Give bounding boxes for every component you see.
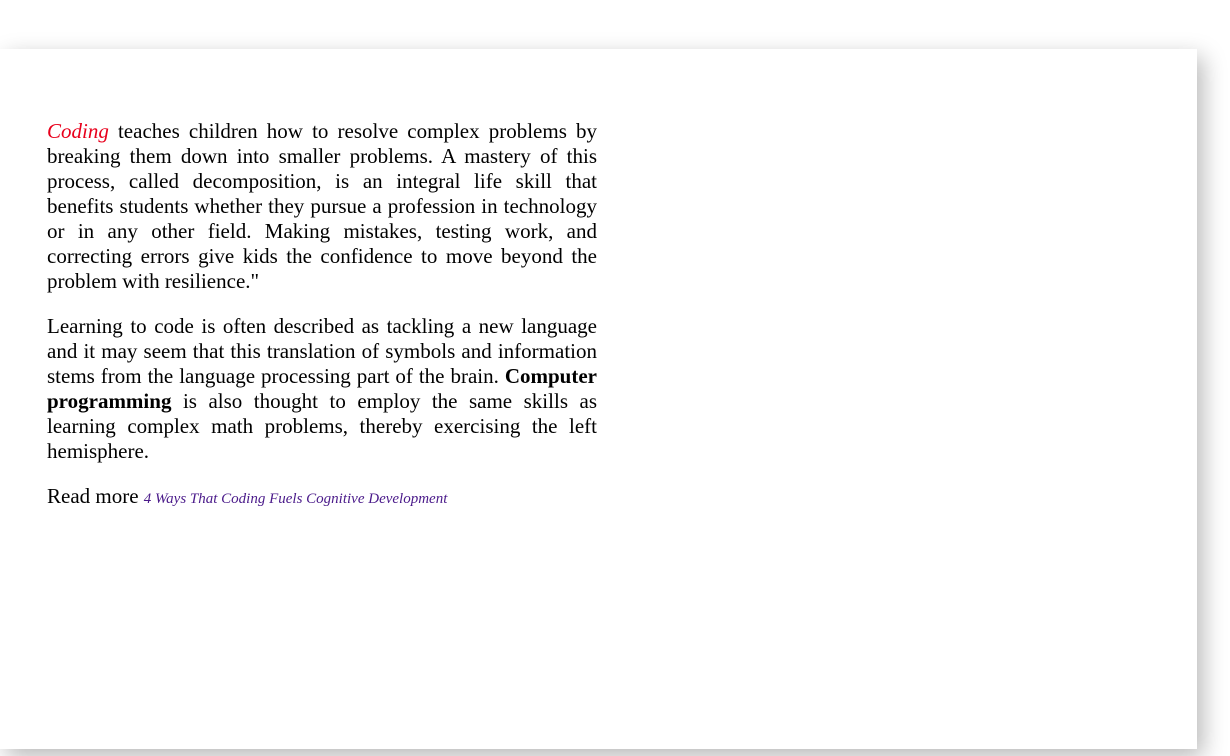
read-more-article-link[interactable]: 4 Ways That Coding Fuels Cognitive Development [143, 491, 448, 507]
paragraph-language [47, 314, 597, 464]
article-card [0, 49, 1197, 749]
coding-term: Coding [47, 119, 109, 143]
paragraph-decomposition [47, 119, 597, 294]
paragraph-language-text-after: is also thought to employ the same skills as learning complex math problems, thereby exercising the left hemisphere. [47, 389, 597, 463]
computer-programming-term: Computer programming [47, 364, 597, 413]
read-more-label: Read more [47, 484, 139, 508]
article-body [47, 119, 597, 532]
paragraph-decomposition-text: teaches children how to resolve complex problems by breaking them down into smaller problems. A mastery of this process, called decomposition, is an integral life skill that benefits students whether they pursue a profession in technology or in any other field. Making mistakes, testing work, and correcting errors give kids the confidence to move beyond the problem with resilience." [47, 119, 597, 293]
paragraph-language-text-before: Learning to code is often described as tackling a new language and it may seem that this translation of symbols and information stems from the language processing part of the brain. [47, 314, 597, 388]
read-more [47, 484, 597, 512]
